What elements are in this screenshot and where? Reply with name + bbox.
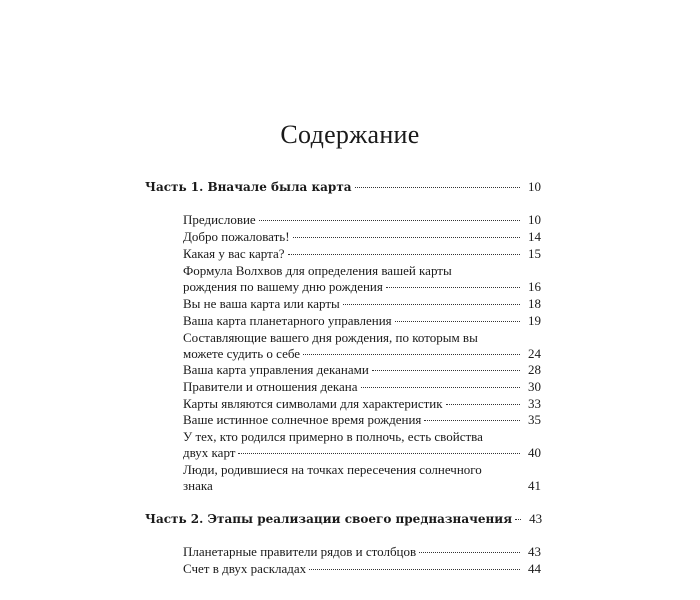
leader-dots — [515, 519, 521, 520]
leader-dots — [343, 304, 520, 305]
toc-page-number: 10 — [528, 179, 541, 194]
toc-part-2 — [145, 511, 541, 531]
leader-dots — [303, 354, 520, 355]
toc-page-number: 18 — [528, 296, 541, 311]
toc-page-number: 24 — [528, 346, 541, 361]
toc-entry-text: можете судить о себе — [183, 346, 301, 361]
toc-page-number: 16 — [528, 279, 541, 294]
toc-entry-text: Планетарные правители рядов и столбцов — [183, 544, 417, 559]
toc-entry-text: Добро пожаловать! — [183, 229, 290, 244]
leader-dots — [288, 254, 521, 255]
toc-page-number: 40 — [528, 445, 541, 460]
toc-entry-text: двух карт — [183, 445, 236, 460]
toc-page-number: 35 — [528, 412, 541, 427]
toc-entry-text: рождения по вашему дню рождения — [183, 279, 383, 294]
toc-entry-text: Ваше истинное солнечное время рождения — [183, 412, 422, 427]
toc-page-number: 41 — [528, 478, 541, 493]
toc-page-number: 28 — [528, 362, 541, 377]
toc-entry — [183, 478, 541, 498]
leader-dots — [259, 220, 520, 221]
leader-dots — [372, 370, 520, 371]
leader-dots — [386, 287, 520, 288]
toc-entry-text: Правители и отношения декана — [183, 379, 358, 394]
toc-entry-line1: У тех, кто родился примерно в полночь, есть свойства — [183, 429, 483, 444]
toc-page-number: 33 — [528, 396, 541, 411]
leader-dots — [293, 237, 520, 238]
toc-entry-line1: Формула Волхвов для определения вашей карты — [183, 263, 452, 278]
toc-entry-text: Счет в двух раскладах — [183, 561, 307, 576]
toc-entry-text: знака — [183, 478, 213, 493]
leader-dots — [361, 387, 521, 388]
toc-page-number: 19 — [528, 313, 541, 328]
toc-entry-line1: Составляющие вашего дня рождения, по которым вы — [183, 330, 478, 345]
toc-entry-line1: Люди, родившиеся на точках пересечения солнечного — [183, 462, 482, 477]
leader-dots — [238, 453, 520, 454]
toc-entry-text: Предисловие — [183, 212, 256, 227]
toc-part-1 — [145, 179, 541, 199]
leader-dots — [419, 552, 520, 553]
toc-page-number: 30 — [528, 379, 541, 394]
toc-page-number: 15 — [528, 246, 541, 261]
toc-page-number: 44 — [528, 561, 541, 576]
leader-dots — [395, 321, 520, 322]
toc-entry-text: Ваша карта планетарного управления — [183, 313, 392, 328]
leader-dots — [309, 569, 520, 570]
page-title: Содержание — [280, 120, 420, 149]
toc-page-number: 43 — [529, 511, 543, 526]
leader-dots — [446, 404, 520, 405]
toc-page-number: 14 — [528, 229, 541, 244]
toc-entry-text: Карты являются символами для характеристик — [183, 396, 443, 411]
leader-dots — [355, 187, 520, 188]
toc-entry-text: Какая у вас карта? — [183, 246, 285, 261]
toc-part-label: Часть 2. Этапы реализации своего предназначения — [145, 512, 513, 526]
toc-entry — [183, 561, 541, 581]
leader-dots — [424, 420, 520, 421]
toc-entry-text: Вы не ваша карта или карты — [183, 296, 340, 311]
toc-page-number: 10 — [528, 212, 541, 227]
toc-entry-text: Ваша карта управления деканами — [183, 362, 369, 377]
toc-part-label: Часть 1. Вначале была карта — [145, 180, 352, 194]
toc-page-number: 43 — [528, 544, 541, 559]
